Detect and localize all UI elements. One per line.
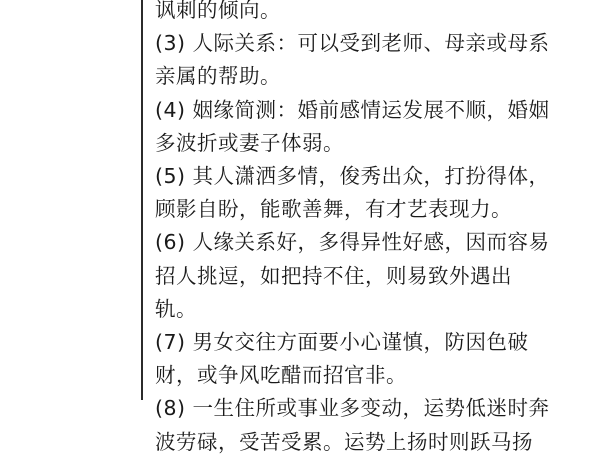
document-text-column: [155, 0, 595, 454]
text-line: (5) 其人潇洒多情，俊秀出众，打扮得体，: [155, 164, 550, 189]
text-line: 亲属的帮助。: [155, 64, 281, 89]
text-line: (7) 男女交往方面要小心谨慎，防因色破: [155, 330, 529, 355]
text-line: (3) 人际关系：可以受到老师、母亲或母系: [155, 31, 550, 56]
text-line: (4) 姻缘简测：婚前感情运发展不顺，婚姻: [155, 97, 550, 122]
text-line: (6) 人缘关系好，多得异性好感，因而容易: [155, 230, 550, 255]
text-line: 顾影自盼，能歌善舞，有才艺表现力。: [155, 197, 512, 222]
text-line: (8) 一生住所或事业多变动，运势低迷时奔: [155, 396, 550, 421]
text-line: 轨。: [155, 296, 197, 321]
text-line: 多波折或妻子体弱。: [155, 130, 344, 155]
text-line: 招人挑逗，如把持不住，则易致外遇出: [155, 263, 512, 288]
left-vertical-rule: [141, 0, 143, 400]
text-line: 波劳碌，受苦受累。运势上扬时则跃马扬: [155, 429, 533, 454]
text-line: 财，或争风吃醋而招官非。: [155, 363, 407, 388]
text-line: 讽刺的倾向。: [155, 0, 281, 22]
